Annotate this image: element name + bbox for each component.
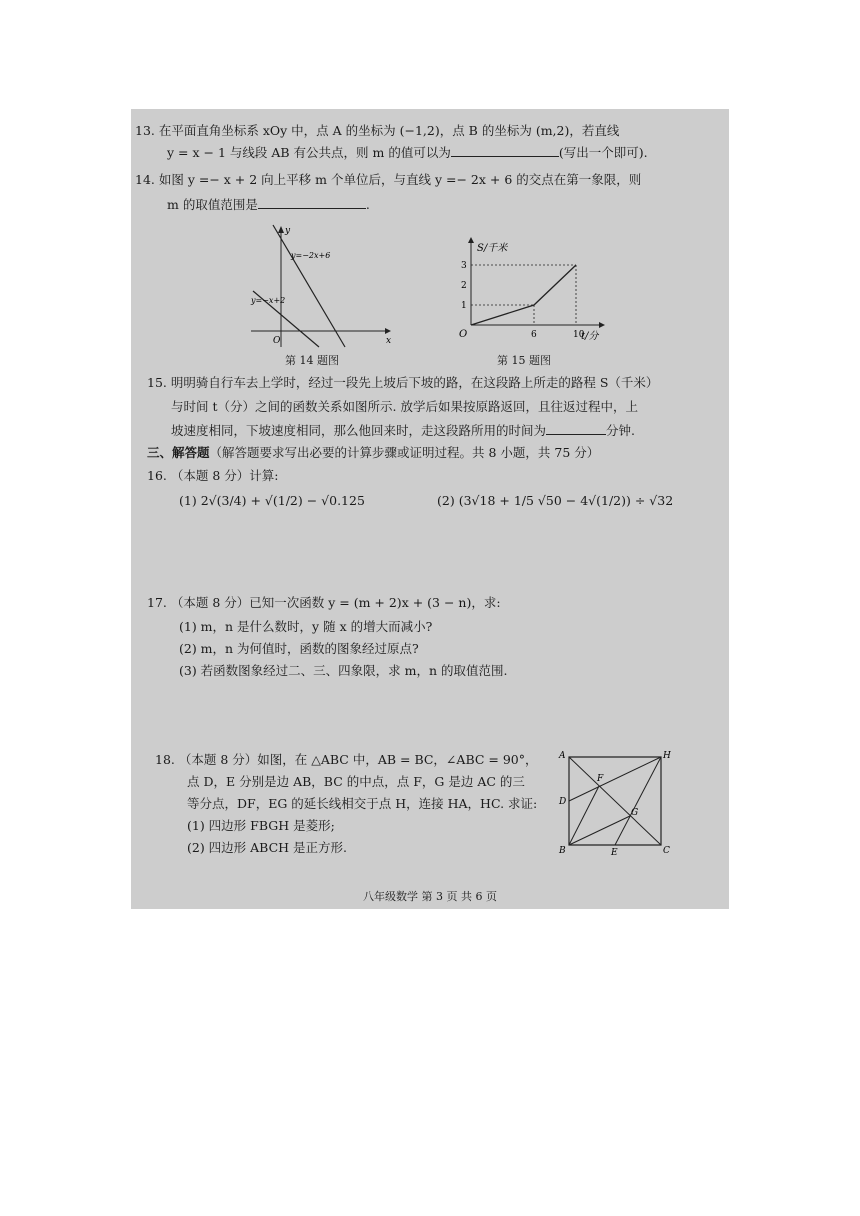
q14-line1: 14. 如图 y =− x + 2 向上平移 m 个单位后，与直线 y =− 2x + 6 的交点在第一象限，则: [135, 172, 642, 187]
fig14-x-arrow: [385, 328, 391, 334]
fig15-x-arrow: [599, 322, 605, 328]
q17-part1: (1) m，n 是什么数时，y 随 x 的增大而减小?: [179, 619, 433, 634]
section3-heading: [147, 445, 599, 461]
q16-p2-label: (2): [437, 493, 455, 508]
q15-line2: 与时间 t（分）之间的函数关系如图所示. 放学后如果按原路返回，且往返过程中，上: [171, 399, 638, 414]
fig18-segment-bg: [569, 816, 630, 845]
q16-p1-expr: 2√(3/4) + √(1/2) − √0.125: [200, 493, 365, 508]
q14-line2: m 的取值范围是 .: [167, 197, 370, 212]
q18-part2: (2) 四边形 ABCH 是正方形.: [187, 840, 348, 855]
fig14-origin: O: [273, 336, 281, 346]
q17-part3: (3) 若函数图象经过二、三、四象限，求 m，n 的取值范围.: [179, 663, 508, 678]
q16-part2: [437, 493, 673, 509]
fig18-diagonal-ac: [569, 757, 661, 845]
q15-line3: [171, 423, 635, 439]
fig15-y-arrow: [468, 237, 474, 243]
fig18-label-a: A: [559, 751, 566, 761]
q16-part1: [179, 493, 365, 509]
fig15-x-label: t/分: [581, 331, 599, 342]
page-footer: 八年级数学 第 3 页 共 6 页: [363, 890, 497, 903]
fig14-y-label: y: [285, 226, 291, 236]
fig18-segment-bf: [569, 786, 599, 845]
figure-14: [243, 223, 393, 351]
fig15-y-tick: 1: [461, 301, 467, 311]
fig18-label-d: D: [559, 797, 567, 807]
fig15-caption: 第 15 题图: [497, 354, 551, 367]
q17-part2: (2) m，n 为何值时，函数的图象经过原点?: [179, 641, 419, 656]
q18-line1: 18. （本题 8 分）如图，在 △ABC 中，AB = BC，∠ABC = 90°，: [155, 752, 538, 767]
exam-page: [131, 109, 729, 909]
fig18-label-g: G: [631, 808, 639, 818]
figure-15-chart: [459, 237, 609, 345]
fig15-y-label: S/千米: [477, 243, 508, 254]
fig18-segment-dh: [569, 757, 661, 801]
q16-p1-label: (1): [179, 493, 197, 508]
fig18-label-b: B: [559, 846, 566, 855]
fig14-caption: 第 14 题图: [285, 354, 339, 367]
fig14-label-a: y=−2x+6: [291, 251, 331, 260]
fig14-line-a: [273, 225, 345, 347]
q15-answer-blank: [546, 434, 606, 435]
fig14-x-label: x: [386, 336, 392, 346]
fig15-x-tick: 10: [573, 330, 585, 340]
fig15-series-line: [471, 265, 576, 325]
q16-head: 16. （本题 8 分）计算:: [147, 468, 279, 483]
fig14-label-b: y=−x+2: [251, 296, 286, 305]
fig14-y-arrow: [278, 226, 284, 233]
fig18-label-f: F: [597, 774, 604, 784]
q18-line2: 点 D，E 分别是边 AB，BC 的中点，点 F，G 是边 AC 的三: [187, 774, 525, 789]
fig15-origin: O: [459, 329, 468, 340]
q15-line3-text: 坡速度相同，下坡速度相同，那么他回来时，走这段路所用的时间为: [171, 423, 547, 438]
fig18-segment-eh: [615, 757, 661, 845]
fig18-label-e: E: [611, 848, 618, 855]
section3-desc: （解答题要求写出必要的计算步骤或证明过程。共 8 小题，共 75 分）: [209, 445, 600, 460]
q15-line1: 15. 明明骑自行车去上学时，经过一段先上坡后下坡的路，在这段路上所走的路程 S（千米）: [147, 375, 659, 390]
fig15-y-tick: 3: [461, 261, 467, 271]
fig15-y-tick: 2: [461, 281, 467, 291]
q14-answer-blank: [258, 208, 366, 209]
q13-line1: 13. 在平面直角坐标系 xOy 中，点 A 的坐标为 (−1,2)，点 B 的坐标为 (m,2)，若直线: [135, 123, 620, 138]
q16-p2-expr: (3√18 + 1/5 √50 − 4√(1/2)) ÷ √32: [458, 493, 674, 508]
fig18-label-h: H: [663, 751, 671, 761]
q13-line2: [167, 145, 648, 161]
q13-line2-text: y = x − 1 与线段 AB 有公共点，则 m 的值可以为: [167, 145, 451, 160]
q17-head: 17. （本题 8 分）已知一次函数 y = (m + 2)x + (3 − n)，求:: [147, 595, 501, 610]
q13-line2-tail: (写出一个即可).: [558, 145, 648, 160]
q14-line2-text: m 的取值范围是: [167, 197, 258, 212]
fig18-label-c: C: [663, 846, 670, 855]
q18-part1: (1) 四边形 FBGH 是菱形;: [187, 818, 335, 833]
q15-line3-tail: 分钟.: [606, 423, 635, 438]
fig15-x-tick: 6: [531, 330, 537, 340]
q18-line3: 等分点，DF，EG 的延长线相交于点 H，连接 HA，HC. 求证:: [187, 796, 538, 811]
section3-title: 三、解答题: [147, 445, 210, 460]
figure-18: [555, 749, 675, 855]
q13-answer-blank: [451, 156, 559, 157]
